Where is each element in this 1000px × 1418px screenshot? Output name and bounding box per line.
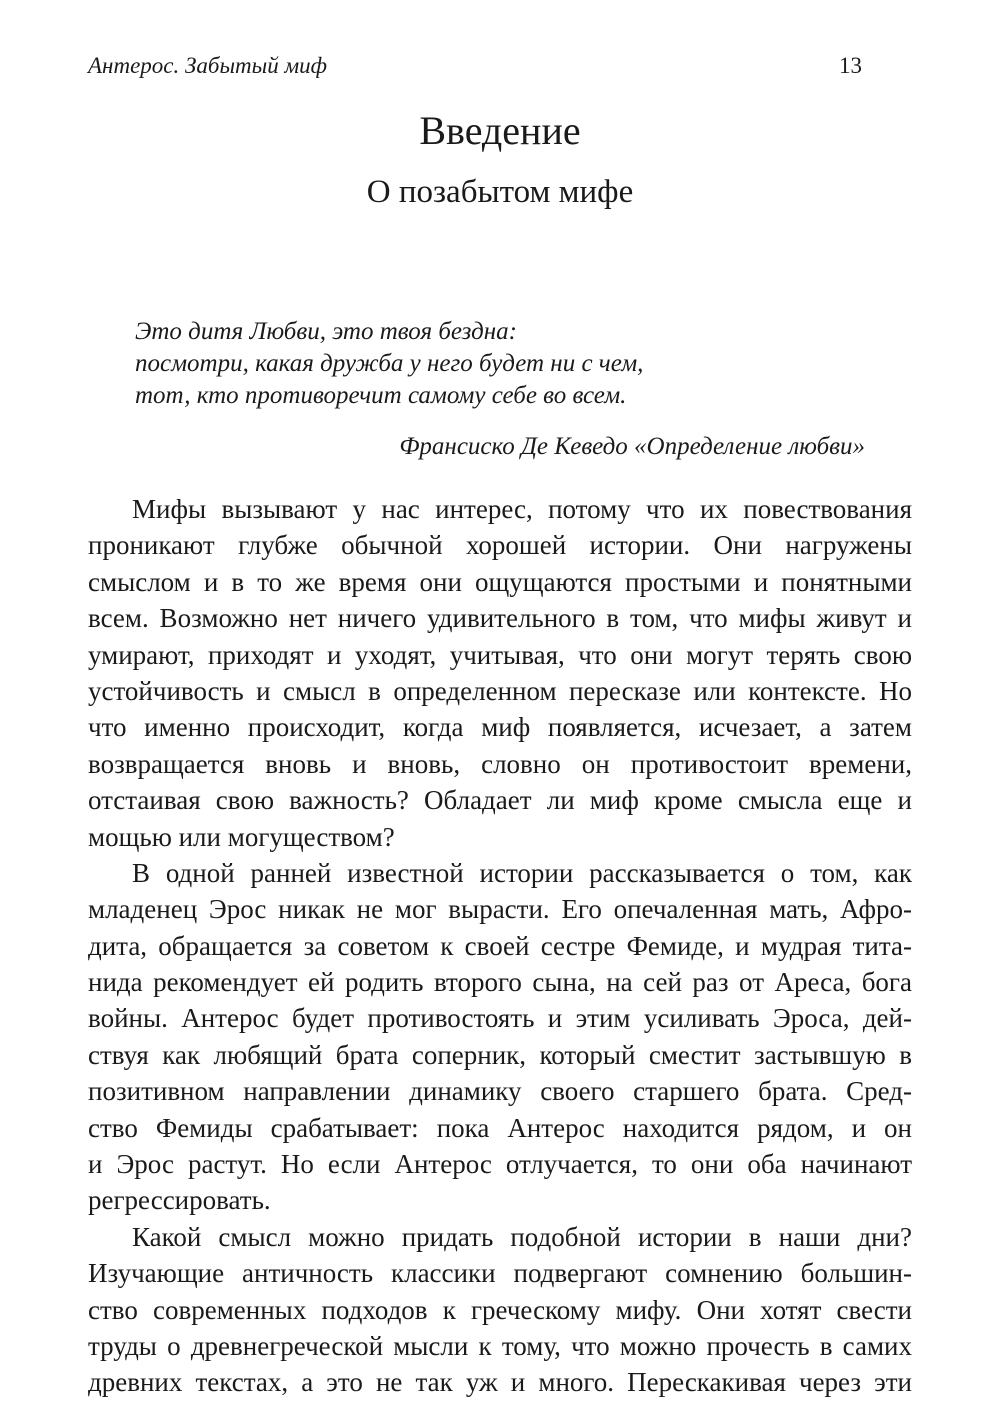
body-line: отстаивая свою важность? Обладает ли миф кроме смысла еще и: [88, 785, 912, 816]
body-line: смыслом и в то же время они ощущаются простыми и понятными: [88, 566, 912, 597]
body-line: войны. Антерос будет противостоять и этим усиливать Эроса, дей-: [88, 1003, 912, 1034]
body-line: устойчивость и смысл в определенном пересказе или контексте. Но: [88, 675, 912, 706]
body-text: [88, 491, 912, 1401]
epigraph-line: Это дитя Любви, это твоя бездна:: [135, 318, 517, 345]
body-line: младенец Эрос никак не мог вырасти. Его опечаленная мать, Афро-: [88, 894, 912, 925]
body-line: дита, обращается за советом к своей сестре Фемиде, и мудрая тита-: [88, 930, 912, 961]
running-title: Антерос. Забытый миф: [88, 53, 327, 78]
body-line: что именно происходит, когда миф появляется, исчезает, а затем: [88, 712, 912, 743]
body-line: всем. Возможно нет ничего удивительного в том, что мифы живут и: [88, 603, 912, 634]
body-line: ство Фемиды срабатывает: пока Антерос находится рядом, и он: [88, 1112, 912, 1143]
body-line: и Эрос растут. Но если Антерос отлучается, то они оба начинают: [88, 1149, 912, 1180]
body-line: мощью или могуществом?: [88, 821, 395, 852]
epigraph-line: тот, кто противоречит самому себе во всем.: [135, 382, 627, 409]
body-line: возвращается вновь и вновь, словно он противостоит времени,: [88, 748, 912, 779]
body-line: регрессировать.: [88, 1185, 271, 1216]
body-line: ство современных подходов к греческому мифу. Они хотят свести: [88, 1294, 912, 1325]
body-line: ствуя как любящий брата соперник, который сместит застывшую в: [88, 1039, 912, 1070]
body-line: труды о древнегреческой мысли к тому, что можно прочесть в самих: [88, 1330, 912, 1361]
epigraph-attribution: Франсиско Де Кеведо «Определение любви»: [399, 433, 865, 460]
body-line: позитивном направлении динамику своего старшего брата. Сред-: [88, 1076, 912, 1107]
chapter-title: Введение: [419, 108, 581, 153]
body-line: древних текстах, а это не так уж и много. Перескакивая через эти: [88, 1367, 912, 1398]
epigraph: [135, 316, 865, 412]
body-line: умирают, приходят и уходят, учитывая, что они могут терять свою: [88, 639, 912, 670]
epigraph-line: посмотри, какая дружба у него будет ни с чем,: [135, 350, 644, 377]
body-line: В одной ранней известной истории рассказывается о том, как: [132, 857, 912, 888]
body-line: Какой смысл можно придать подобной истории в наши дни?: [132, 1221, 912, 1252]
body-line: Изучающие античность классики подвергают сомнению большин-: [88, 1258, 912, 1289]
page-number: 13: [839, 53, 862, 78]
body-line: проникают глубже обычной хорошей истории. Они нагружены: [88, 530, 912, 561]
body-line: Мифы вызывают у нас интерес, потому что их повествования: [132, 494, 912, 524]
body-line: нида рекомендует ей родить второго сына, на сей раз от Ареса, бога: [88, 967, 912, 998]
chapter-subtitle: О позабытом мифе: [366, 174, 634, 210]
